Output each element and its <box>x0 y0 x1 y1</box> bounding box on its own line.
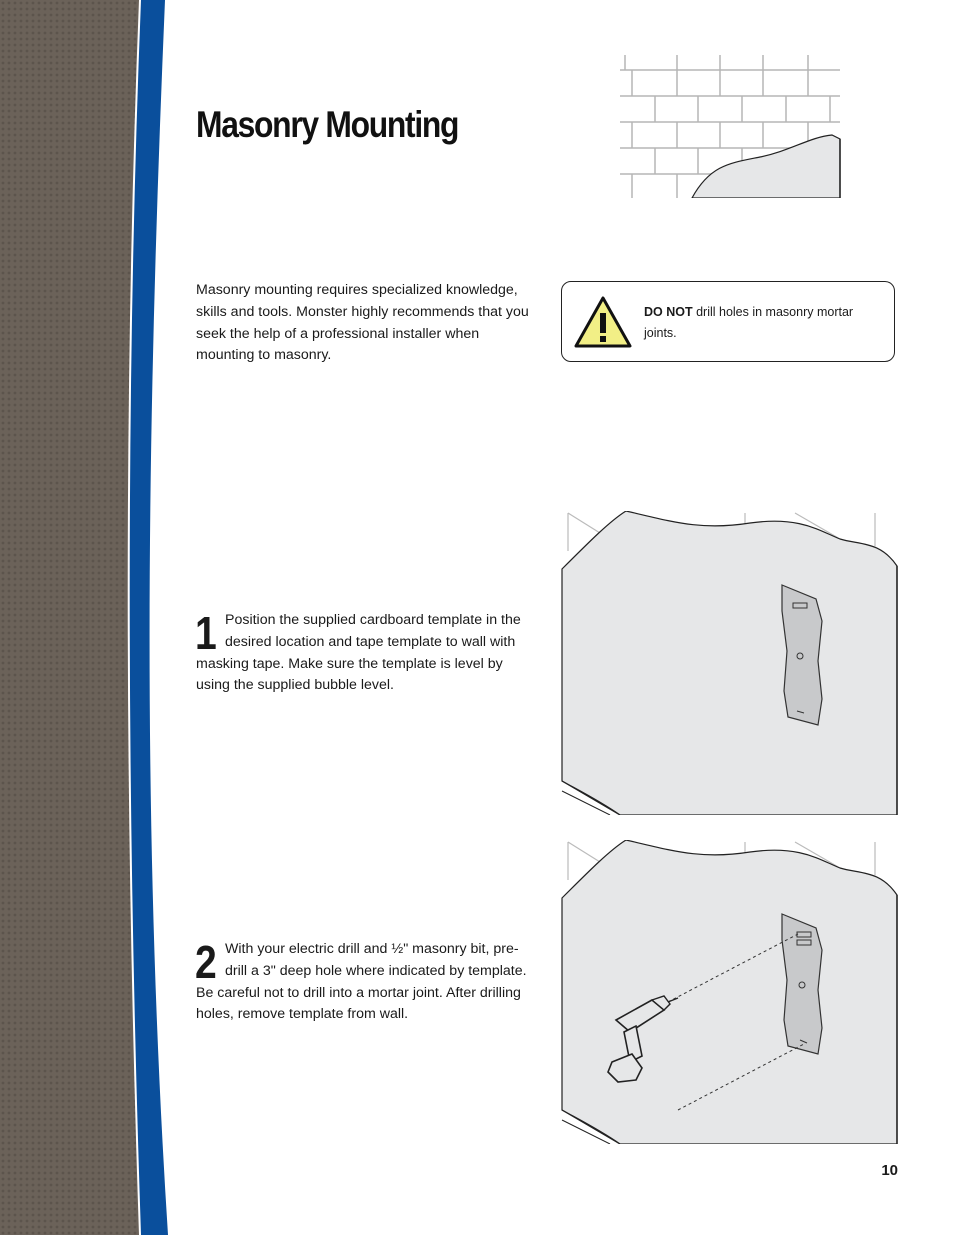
warning-box <box>561 281 895 362</box>
warning-message: drill holes in masonry mortar joints. <box>644 305 854 340</box>
cardboard-template <box>782 914 822 1054</box>
warning-triangle-icon <box>574 296 632 348</box>
step-text: With your electric drill and ½" masonry bit, pre-drill a 3" deep hole where indicated by template. Be careful not to drill into a mortar joint. After drilling holes, remove template from wall. <box>196 941 527 1023</box>
sidebar-decoration <box>0 0 175 1235</box>
drilling-illustration <box>560 840 900 1144</box>
page-title: Masonry Mounting <box>196 104 459 145</box>
brick-wall-illustration <box>620 55 842 198</box>
warning-text <box>644 302 874 344</box>
warning-emphasis: DO NOT <box>644 305 693 319</box>
intro-paragraph: Masonry mounting requires specialized knowledge, skills and tools. Monster highly recommends that you seek the help of a professional installer when mounting to masonry. <box>196 282 529 364</box>
step-2 <box>195 936 531 1026</box>
cardboard-template <box>782 585 822 725</box>
template-on-wall-illustration <box>560 511 900 815</box>
step-number: 1 <box>195 607 217 659</box>
step-number: 2 <box>195 936 217 988</box>
step-text: Position the supplied cardboard template in the desired location and tape template to wall with masking tape. Make sure the template is level by using the supplied bubble level. <box>196 612 521 694</box>
page-number: 10 <box>881 1162 898 1179</box>
step-1 <box>195 607 531 697</box>
